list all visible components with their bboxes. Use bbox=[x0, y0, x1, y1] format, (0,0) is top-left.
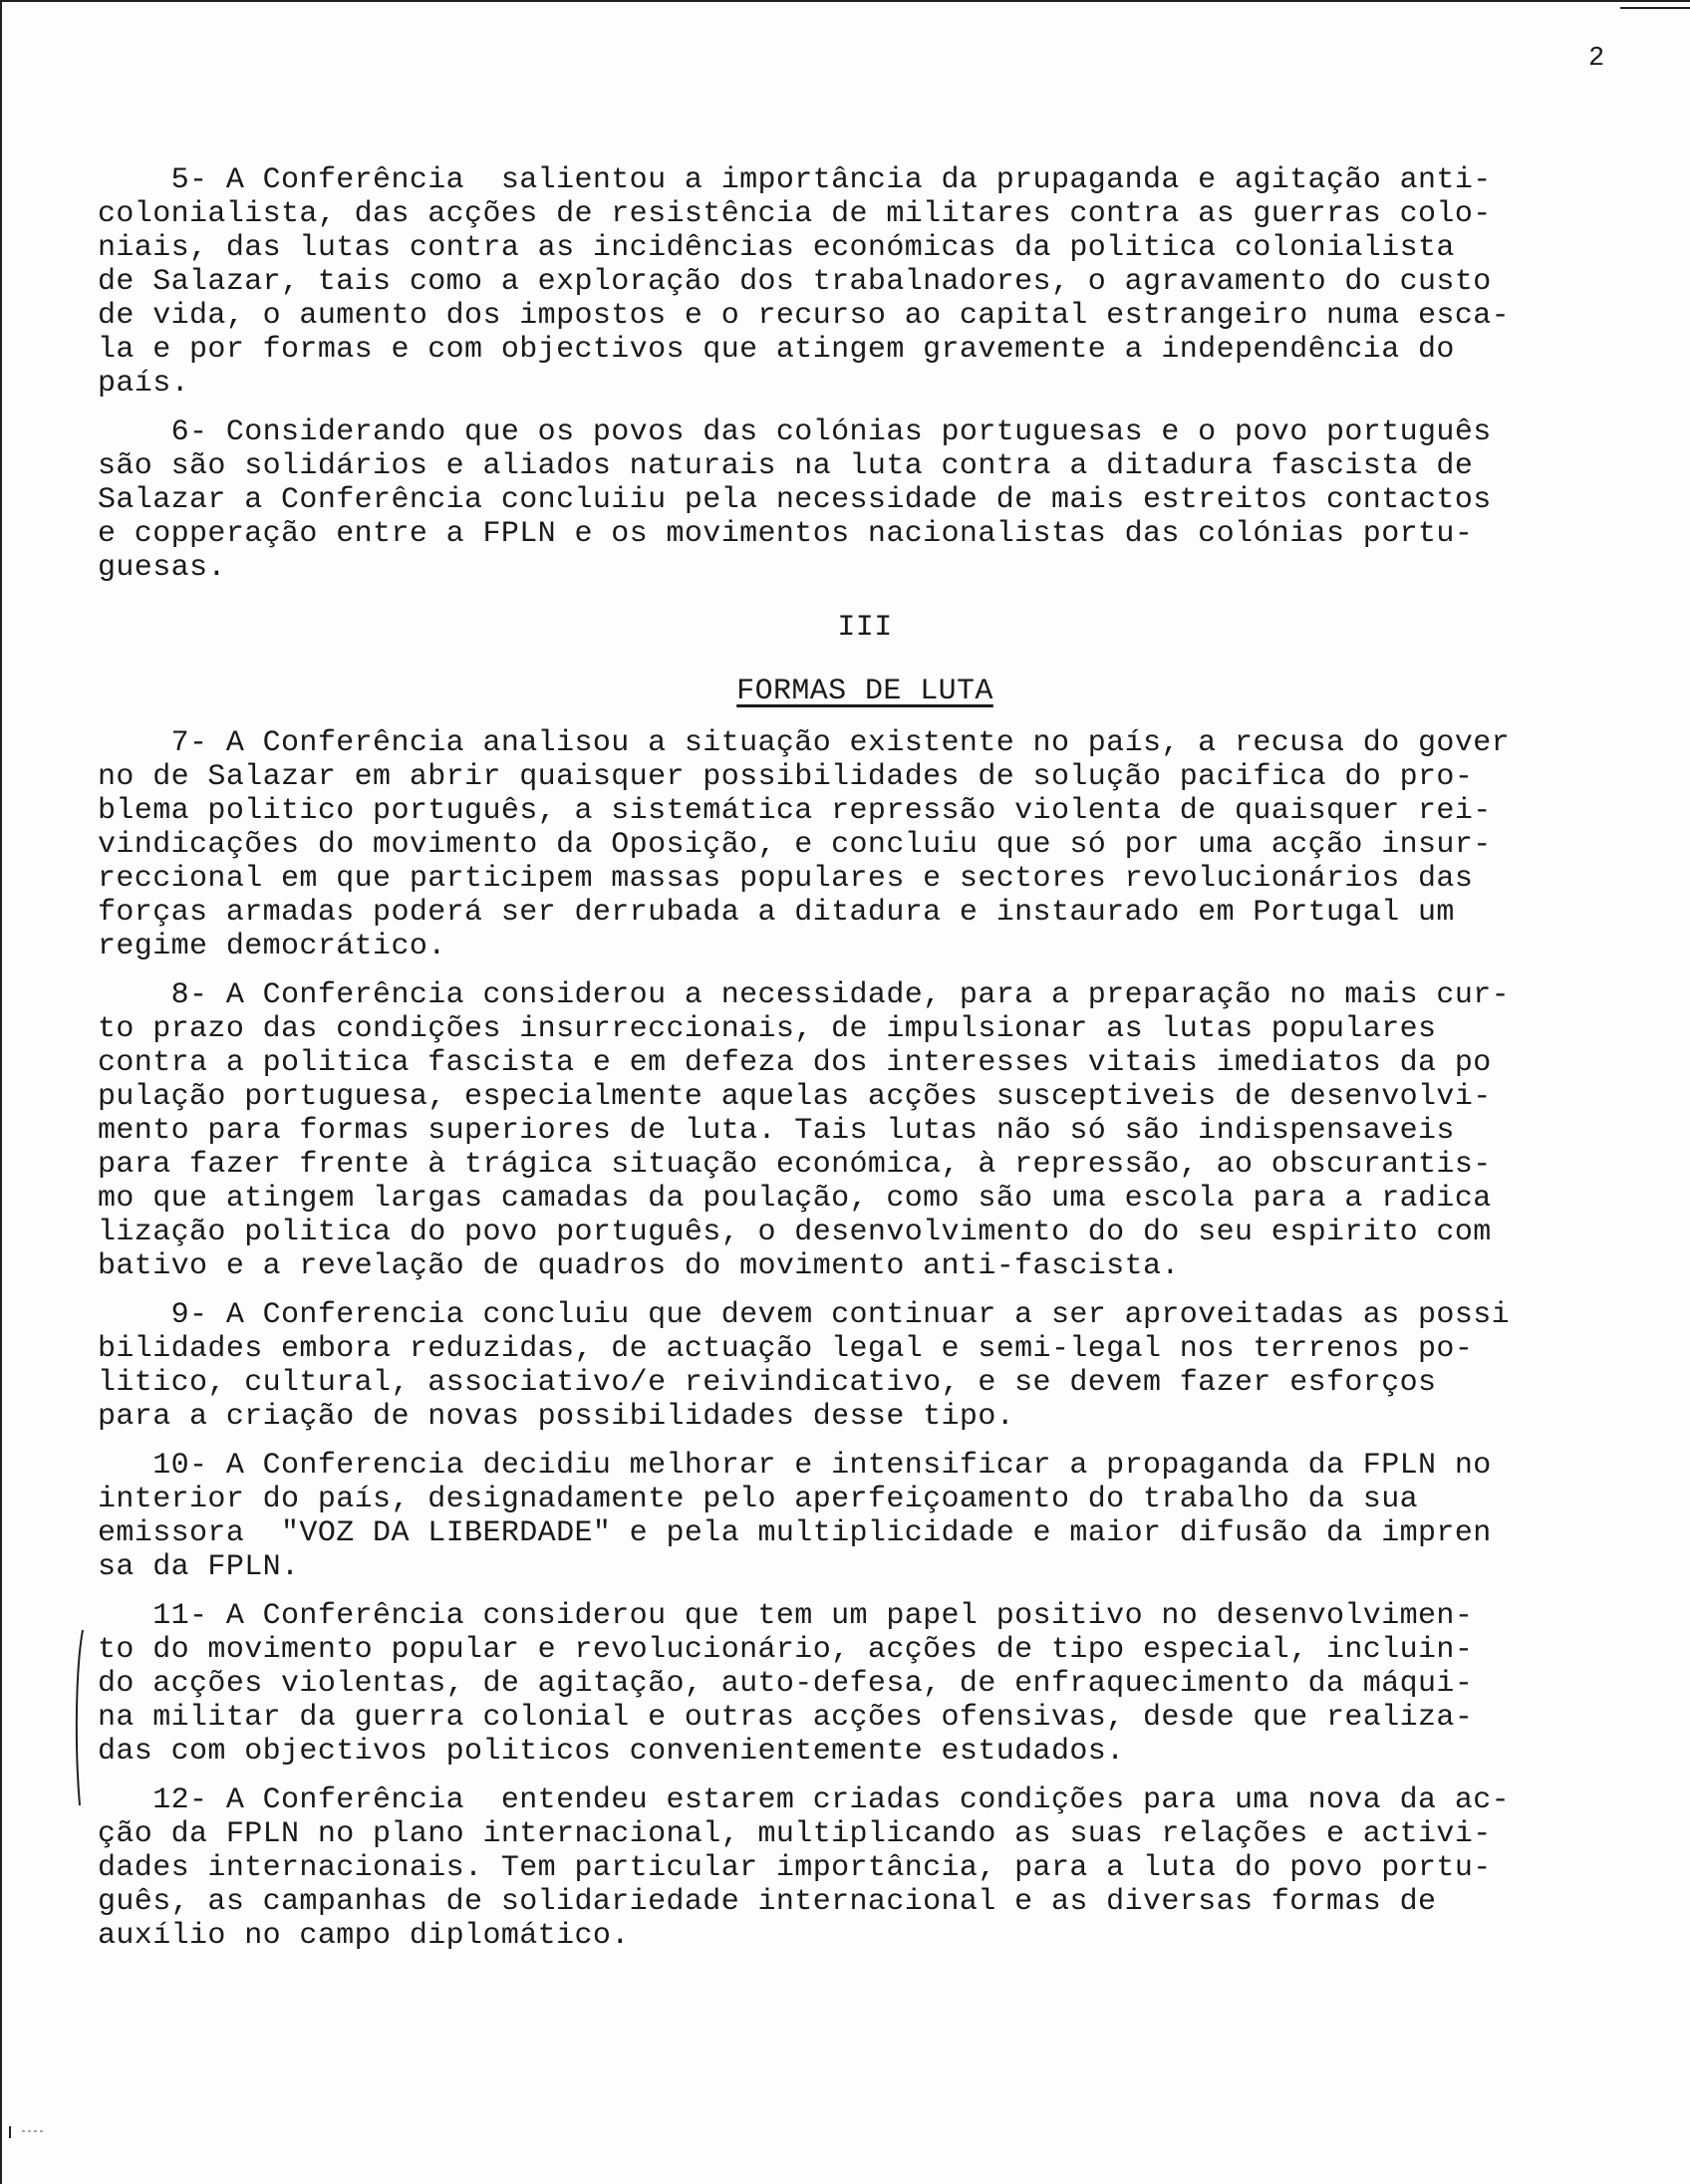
text-line: reccional em que participem massas populares e sectores revolucionários das bbox=[98, 862, 1474, 896]
text-line: to prazo das condições insurreccionais, de impulsionar as lutas populares bbox=[98, 1012, 1437, 1046]
paragraph bbox=[98, 1449, 1632, 1584]
text-line: na militar da guerra colonial e outras acções ofensivas, desde que realiza- bbox=[98, 1701, 1474, 1735]
text-line: dades internacionais. Tem particular importância, para a luta do povo portu- bbox=[98, 1851, 1492, 1885]
text-line: ção da FPLN no plano internacional, multiplicando as suas relações e activi- bbox=[98, 1817, 1492, 1851]
text-line: forças armadas poderá ser derrubada a ditadura e instaurado em Portugal um bbox=[98, 896, 1455, 930]
paragraph bbox=[98, 978, 1632, 1283]
text-line: 12- A Conferência entendeu estarem criadas condições para uma nova da ac- bbox=[98, 1783, 1511, 1817]
section-title bbox=[98, 675, 1632, 708]
text-line: e copperação entre a FPLN e os movimentos nacionalistas das colónias portu- bbox=[98, 517, 1474, 551]
text-line: vindicações do movimento da Oposição, e concluiu que só por uma acção insur- bbox=[98, 828, 1492, 862]
text-line: no de Salazar em abrir quaisquer possibilidades de solução pacifica do pro- bbox=[98, 760, 1474, 794]
page-number: 2 bbox=[1588, 44, 1605, 74]
text-line: Salazar a Conferência concluiiu pela necessidade de mais estreitos contactos bbox=[98, 483, 1492, 517]
text-line: 7- A Conferência analisou a situação existente no país, a recusa do gover bbox=[98, 726, 1511, 760]
text-line: 11- A Conferência considerou que tem um papel positivo no desenvolvimen- bbox=[98, 1599, 1474, 1633]
top-edge-rule bbox=[1620, 2, 1690, 14]
text-line: de Salazar, tais como a exploração dos trabalnadores, o agravamento do custo bbox=[98, 265, 1492, 299]
paragraph-group-2 bbox=[98, 726, 1632, 1953]
text-line: guesas. bbox=[98, 551, 226, 585]
text-line: do acções violentas, de agitação, auto-defesa, de enfraquecimento da máqui- bbox=[98, 1667, 1474, 1701]
text-line: 6- Considerando que os povos das colónias portuguesas e o povo português bbox=[98, 415, 1492, 449]
paragraph bbox=[98, 1783, 1632, 1953]
text-line: bilidades embora reduzidas, de actuação legal e semi-legal nos terrenos po- bbox=[98, 1332, 1474, 1366]
section-number: III bbox=[837, 611, 893, 645]
text-line: regime democrático. bbox=[98, 930, 446, 963]
text-line: blema politico português, a sistemática repressão violenta de quaisquer rei- bbox=[98, 794, 1492, 828]
paragraph bbox=[98, 163, 1632, 401]
text-line: colonialista, das acções de resistência de militares contra as guerras colo- bbox=[98, 197, 1492, 231]
document-body bbox=[98, 163, 1632, 1968]
text-line: 8- A Conferência considerou a necessidade, para a preparação no mais cur- bbox=[98, 978, 1511, 1012]
text-line: mento para formas superiores de luta. Tais lutas não só são indispensaveis bbox=[98, 1114, 1455, 1148]
text-line: auxílio no campo diplomático. bbox=[98, 1919, 630, 1953]
text-line: 5- A Conferência salientou a importância da prupaganda e agitação anti- bbox=[98, 163, 1492, 197]
text-line: sa da FPLN. bbox=[98, 1550, 300, 1584]
text-line: mo que atingem largas camadas da poulação, como são uma escola para a radica bbox=[98, 1182, 1492, 1216]
text-line: de vida, o aumento dos impostos e o recurso ao capital estrangeiro numa esca- bbox=[98, 299, 1511, 333]
text-line: para fazer frente à trágica situação económica, à repressão, ao obscurantis- bbox=[98, 1148, 1492, 1182]
text-line: la e por formas e com objectivos que atingem gravemente a independência do bbox=[98, 333, 1455, 367]
text-line: 10- A Conferencia decidiu melhorar e intensificar a propaganda da FPLN no bbox=[98, 1449, 1492, 1483]
paragraph bbox=[98, 1599, 1632, 1769]
paragraph bbox=[98, 726, 1632, 963]
text-line: são são solidários e aliados naturais na luta contra a ditadura fascista de bbox=[98, 449, 1474, 483]
text-line: niais, das lutas contra as incidências económicas da politica colonialista bbox=[98, 231, 1455, 265]
text-line: das com objectivos politicos convenientemente estudados. bbox=[98, 1735, 1125, 1769]
text-line: bativo e a revelação de quadros do movimento anti-fascista. bbox=[98, 1249, 1180, 1283]
text-line: para a criação de novas possibilidades desse tipo. bbox=[98, 1400, 1015, 1434]
text-line: lização politica do povo português, o desenvolvimento do do seu espirito com bbox=[98, 1216, 1492, 1249]
text-line: contra a politica fascista e em defeza dos interesses vitais imediatos da po bbox=[98, 1046, 1492, 1080]
paragraph bbox=[98, 1298, 1632, 1434]
text-line: país. bbox=[98, 367, 190, 401]
text-line: 9- A Conferencia concluiu que devem continuar a ser aproveitadas as possi bbox=[98, 1298, 1511, 1332]
text-line: to do movimento popular e revolucionário, acções de tipo especial, incluin- bbox=[98, 1633, 1474, 1667]
text-line: pulação portuguesa, especialmente aquelas acções susceptiveis de desenvolvi- bbox=[98, 1080, 1492, 1114]
text-line: litico, cultural, associativo/e reivindicativo, e se devem fazer esforços bbox=[98, 1366, 1437, 1400]
section-title-text: FORMAS DE LUTA bbox=[736, 675, 993, 708]
text-line: guês, as campanhas de solidariedade internacional e as diversas formas de bbox=[98, 1885, 1437, 1919]
paragraph-group-1 bbox=[98, 163, 1632, 585]
margin-bracket-mark bbox=[72, 1628, 86, 1807]
text-line: emissora "VOZ DA LIBERDADE" e pela multiplicidade e maior difusão da impren bbox=[98, 1516, 1492, 1550]
text-line: interior do país, designadamente pelo aperfeiçoamento do trabalho da sua bbox=[98, 1483, 1419, 1516]
paragraph bbox=[98, 415, 1632, 585]
corner-mark bbox=[2, 2124, 52, 2138]
